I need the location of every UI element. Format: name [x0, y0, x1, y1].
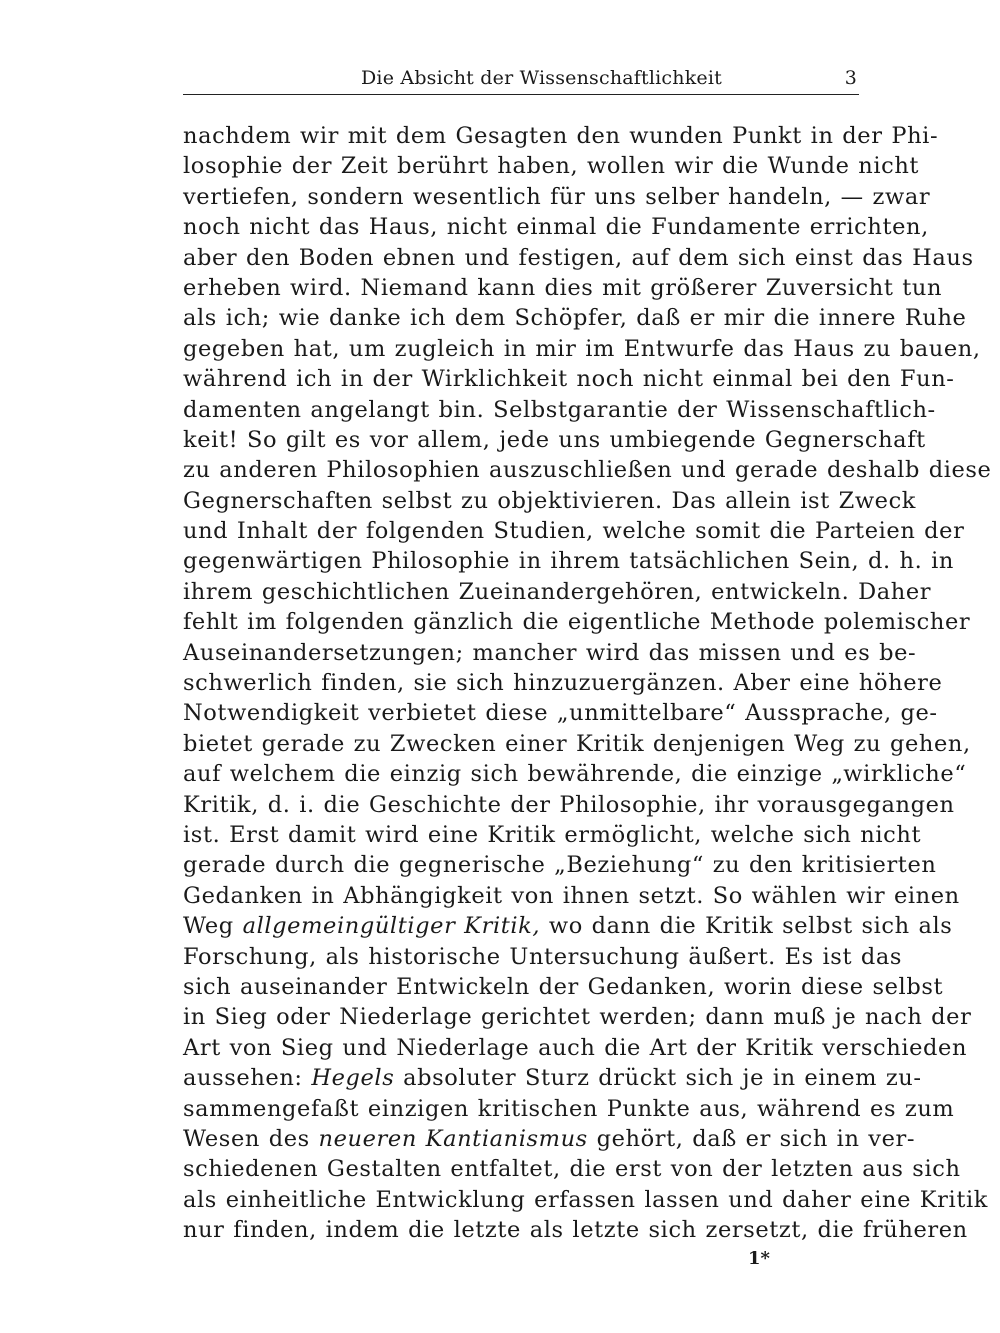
text-line-with-italic — [183, 911, 953, 941]
text-line: Gedanken in Abhängigkeit von ihnen setzt. So wählen wir einen — [183, 882, 960, 909]
text-line: ihrem geschichtlichen Zueinandergehören, entwickeln. Daher — [183, 578, 932, 605]
text-line: gegenwärtigen Philosophie in ihrem tatsächlichen Sein, d. h. in — [183, 548, 954, 575]
text-line-with-italic — [183, 1124, 916, 1154]
text-line: damenten angelangt bin. Selbstgarantie der Wissenschaftlich- — [183, 396, 936, 423]
text-segment: aussehen: — [183, 1065, 312, 1092]
running-head — [183, 64, 859, 95]
text-segment: wo dann die Kritik selbst sich als — [540, 913, 953, 940]
text-line: in Sieg oder Niederlage gerichtet werden; dann muß je nach der — [183, 1004, 972, 1031]
text-line: zu anderen Philosophien auszuschließen und gerade deshalb diese — [183, 457, 992, 484]
text-line: noch nicht das Haus, nicht einmal die Fundamente errichten, — [183, 214, 929, 241]
page-number: 3 — [844, 67, 857, 89]
text-line: und Inhalt der folgenden Studien, welche somit die Parteien der — [183, 518, 965, 545]
text-line: fehlt im folgenden gänzlich die eigentliche Methode polemischer — [183, 609, 971, 636]
text-line: nachdem wir mit dem Gesagten den wunden Punkt in der Phi- — [183, 123, 939, 149]
text-line: während ich in der Wirklichkeit noch nicht einmal bei den Fun- — [183, 366, 955, 393]
italic-term: Hegels — [311, 1065, 395, 1092]
text-line: schiedenen Gestalten entfaltet, die erst von der letzten aus sich — [183, 1156, 961, 1183]
text-line: schwerlich finden, sie sich hinzuzuergänzen. Aber eine höhere — [183, 670, 943, 697]
text-line: vertiefen, sondern wesentlich für uns selber handeln, — zwar — [183, 183, 931, 210]
running-title: Die Absicht der Wissenschaftlichkeit — [361, 67, 722, 89]
text-line: bietet gerade zu Zwecken einer Kritik denjenigen Weg zu gehen, — [183, 730, 971, 757]
text-line: gerade durch die gegnerische „Beziehung“ zu den kritisierten — [183, 852, 937, 879]
text-line: Kritik, d. i. die Geschichte der Philosophie, ihr vorausgegangen — [183, 791, 955, 818]
text-line: Art von Sieg und Niederlage auch die Art der Kritik verschieden — [183, 1034, 968, 1061]
text-segment: Weg — [183, 913, 243, 940]
text-line: gegeben hat, um zugleich in mir im Entwurfe das Haus zu bauen, — [183, 335, 981, 362]
text-line: Auseinandersetzungen; mancher wird das missen und es be- — [183, 639, 917, 666]
text-line-with-italic — [183, 1063, 922, 1093]
text-line: aber den Boden ebnen und festigen, auf dem sich einst das Haus — [183, 244, 974, 271]
text-line: erheben wird. Niemand kann dies mit größerer Zuversicht tun — [183, 274, 943, 301]
italic-term: neueren Kantianismus — [318, 1125, 588, 1152]
text-line: keit! So gilt es vor allem, jede uns umbiegende Gegnerschaft — [183, 426, 926, 453]
text-line: nur finden, indem die letzte als letzte sich zersetzt, die früheren — [183, 1217, 968, 1244]
text-line: Forschung, als historische Untersuchung äußert. Es ist das — [183, 943, 903, 970]
text-segment: gehört, daß er sich in ver- — [587, 1125, 916, 1152]
text-line: sammengefaßt einzigen kritischen Punkte aus, während es zum — [183, 1095, 955, 1122]
text-line: sich auseinander Entwickeln der Gedanken, worin diese selbst — [183, 973, 944, 1000]
signature-mark: 1* — [748, 1248, 770, 1269]
text-segment: absoluter Sturz drückt sich je in einem zu- — [394, 1065, 922, 1092]
text-line: als ich; wie danke ich dem Schöpfer, daß er mir die innere Ruhe — [183, 305, 967, 332]
text-line: losophie der Zeit berührt haben, wollen wir die Wunde nicht — [183, 153, 920, 180]
text-line: ist. Erst damit wird eine Kritik ermöglicht, welche sich nicht — [183, 821, 922, 848]
body-text — [183, 121, 992, 1245]
italic-term: allgemeingültiger Kritik, — [242, 913, 541, 940]
text-line: als einheitliche Entwicklung erfassen lassen und daher eine Kritik — [183, 1186, 988, 1213]
text-segment: Wesen des — [183, 1125, 319, 1152]
text-line: Notwendigkeit verbietet diese „unmittelbare“ Aussprache, ge- — [183, 700, 938, 727]
text-line: Gegnerschaften selbst zu objektivieren. Das allein ist Zweck — [183, 487, 917, 514]
text-line: auf welchem die einzig sich bewährende, die einzige „wirkliche“ — [183, 761, 967, 788]
